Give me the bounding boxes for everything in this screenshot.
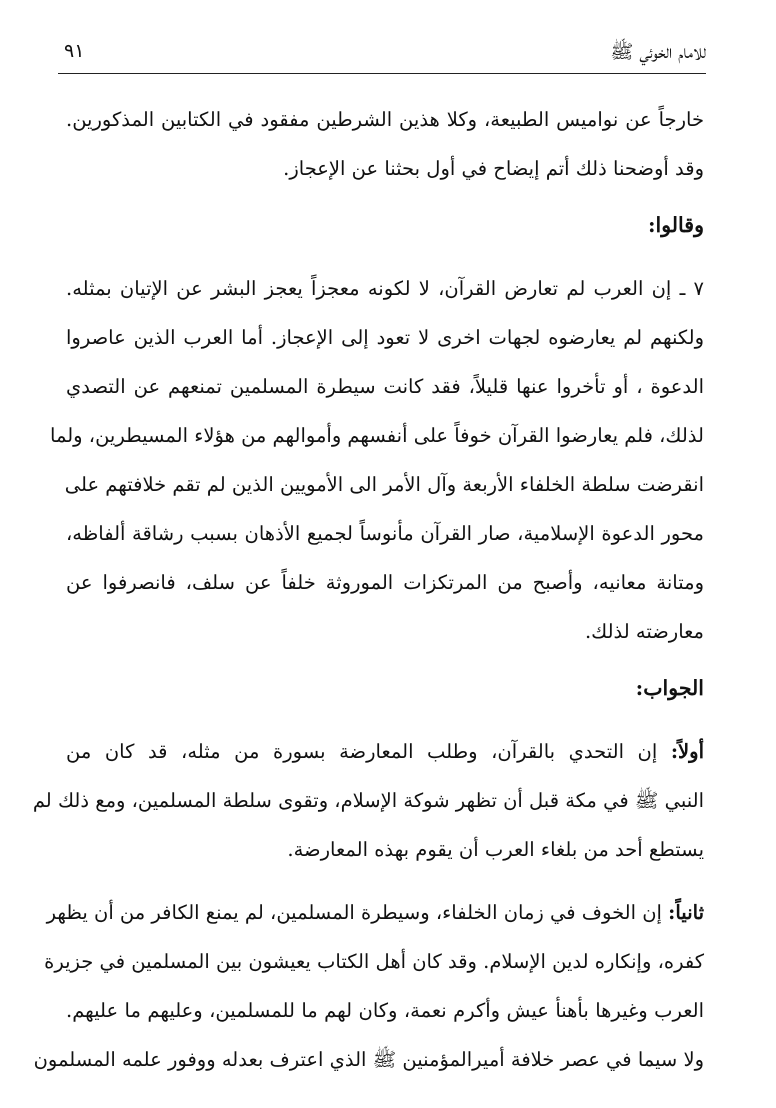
text-span: إن التحدي بالقرآن، وطلب المعارضة بسورة من مثله، قد كان من (66, 740, 671, 763)
paragraph-lead: أولاً: (670, 740, 704, 763)
paragraph-1 (66, 95, 704, 193)
text-line: خارجاً عن نواميس الطبيعة، وكلا هذين الشرطين مفقود في الكتابين المذكورين. (66, 108, 704, 131)
paragraph-2 (50, 264, 704, 656)
text-line: محور الدعوة الإسلامية، صار القرآن مأنوساً لجميع الأذهان بسبب رشاقة ألفاظه، (66, 522, 704, 545)
text-line: ولكنهم لم يعارضوه لجهات اخرى لا تعود إلى الإعجاز. أما العرب الذين عاصروا (66, 326, 704, 349)
text-span: إن الخوف في زمان الخلفاء، وسيطرة المسلمين، لم يمنع الكافر من أن يظهر (46, 901, 669, 924)
text-line: معارضته لذلك. (584, 620, 704, 643)
page-number: ٩١ (64, 40, 85, 62)
heading-answer: الجواب: (635, 676, 704, 700)
text-line (66, 727, 704, 776)
paragraph-lead: ثانياً: (668, 901, 704, 924)
text-line: وقد أوضحنا ذلك أتم إيضاح في أول بحثنا عن الإعجاز. (283, 157, 704, 180)
running-title: للامام الخوئي ﷺ (610, 41, 706, 63)
text-line: لذلك، فلم يعارضوا القرآن خوفاً على أنفسهم وأموالهم من هؤلاء المسيطرين، ولما (50, 424, 704, 447)
header-rule (58, 73, 706, 74)
text-line (46, 888, 704, 937)
text-line: ومتانة معانيه، وأصبح من المرتكزات الموروثة خلفاً عن سلف، فانصرفوا عن (66, 571, 704, 594)
text-line: ولا سيما في عصر خلافة أميرالمؤمنين ﷺ الذي اعترف بعدله ووفور علمه المسلمون (33, 1048, 704, 1071)
text-line: الدعوة ، أو تأخروا عنها قليلاً، فقد كانت سيطرة المسلمين تمنعهم عن التصدي (66, 375, 704, 398)
paragraph-4 (33, 888, 704, 1084)
heading-claim: وقالوا: (647, 213, 704, 237)
page-header (58, 38, 706, 74)
paragraph-3 (32, 727, 704, 874)
text-line: العرب وغيرها بأهنأ عيش وأكرم نعمة، وكان لهم ما للمسلمين، وعليهم ما عليهم. (66, 999, 704, 1022)
text-line: ٧ ـ إن العرب لم تعارض القرآن، لا لكونه معجزاً يعجز البشر عن الإتيان بمثله. (66, 277, 704, 300)
page-body (32, 95, 704, 1084)
text-line: النبي ﷺ في مكة قبل أن تظهر شوكة الإسلام، وتقوى سلطة المسلمين، ومع ذلك لم (32, 789, 704, 812)
text-line: يستطع أحد من بلغاء العرب أن يقوم بهذه المعارضة. (287, 838, 704, 861)
text-line: انقرضت سلطة الخلفاء الأربعة وآل الأمر الى الأمويين الذين لم تقم خلافتهم على (64, 473, 704, 496)
text-line: كفره، وإنكاره لدين الإسلام. وقد كان أهل الكتاب يعيشون بين المسلمين في جزيرة (44, 950, 704, 973)
